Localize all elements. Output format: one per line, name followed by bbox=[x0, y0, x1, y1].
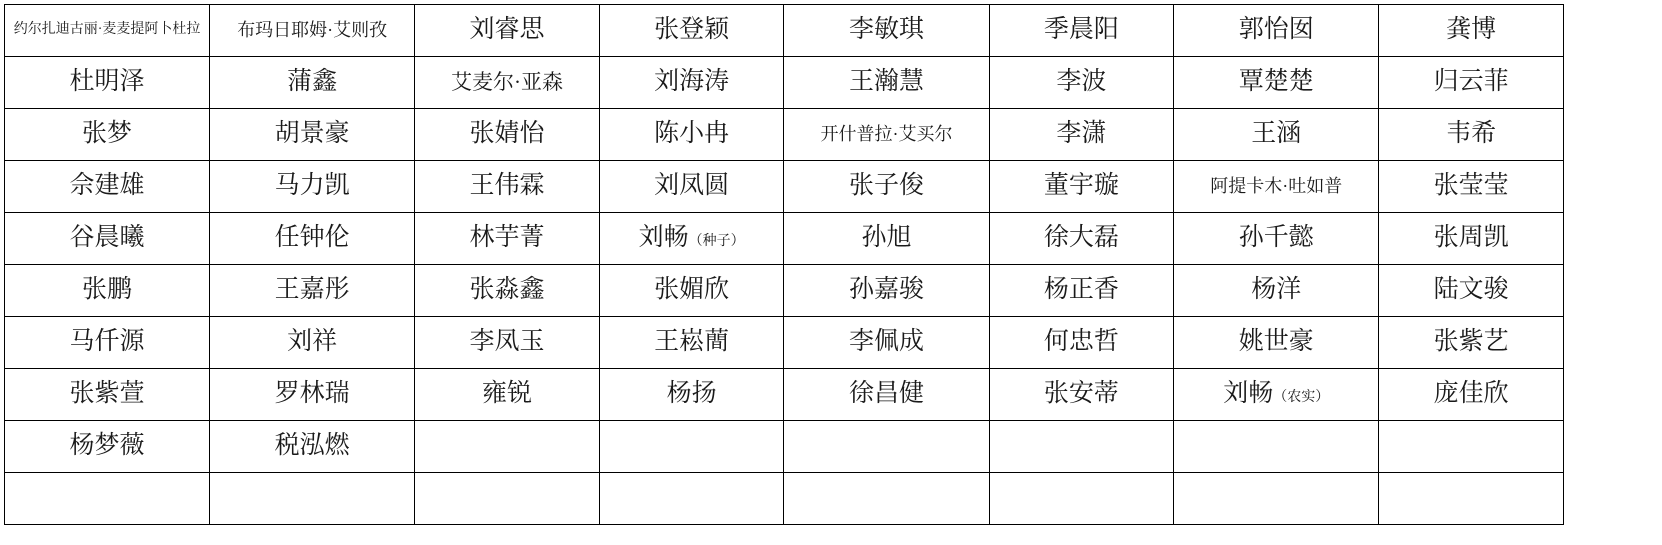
name-cell bbox=[599, 109, 784, 161]
table-row bbox=[5, 317, 1564, 369]
name-text: 阿提卡木·吐如普 bbox=[1210, 176, 1343, 197]
name-cell bbox=[1379, 161, 1564, 213]
name-cell bbox=[1379, 5, 1564, 57]
name-roster-table bbox=[4, 4, 1564, 525]
name-cell bbox=[5, 5, 210, 57]
name-text: 谷晨曦 bbox=[69, 224, 145, 252]
name-text: 杨梦薇 bbox=[69, 432, 145, 460]
name-text: 徐昌健 bbox=[849, 380, 925, 408]
name-text: 李潇 bbox=[1056, 120, 1107, 148]
name-text: 孙千懿 bbox=[1238, 224, 1314, 252]
name-cell bbox=[415, 57, 600, 109]
name-cell bbox=[989, 5, 1174, 57]
name-cell bbox=[5, 421, 210, 473]
name-cell bbox=[5, 57, 210, 109]
name-cell bbox=[5, 161, 210, 213]
name-cell bbox=[989, 213, 1174, 265]
name-cell bbox=[989, 161, 1174, 213]
name-text: 张紫艺 bbox=[1433, 328, 1509, 356]
name-cell bbox=[599, 5, 784, 57]
name-cell bbox=[5, 265, 210, 317]
name-cell bbox=[210, 317, 415, 369]
name-cell bbox=[1379, 213, 1564, 265]
name-cell bbox=[989, 265, 1174, 317]
name-cell bbox=[1174, 213, 1379, 265]
name-text: 王伟霖 bbox=[469, 172, 545, 200]
name-cell bbox=[210, 5, 415, 57]
name-text: 张梦 bbox=[82, 120, 133, 148]
name-cell bbox=[1379, 265, 1564, 317]
name-cell bbox=[5, 109, 210, 161]
name-text: 布玛日耶姆·艾则孜 bbox=[237, 20, 388, 41]
name-cell bbox=[415, 213, 600, 265]
name-text: 孙嘉骏 bbox=[849, 276, 925, 304]
name-text: 林芋菁 bbox=[469, 224, 545, 252]
name-cell bbox=[1174, 5, 1379, 57]
name-cell bbox=[1174, 57, 1379, 109]
name-text: 张安蒂 bbox=[1043, 380, 1119, 408]
name-cell bbox=[1174, 369, 1379, 421]
name-text: 徐大磊 bbox=[1043, 224, 1119, 252]
name-cell bbox=[1379, 317, 1564, 369]
name-text: 胡景豪 bbox=[274, 120, 350, 148]
name-text: 张紫萱 bbox=[69, 380, 145, 408]
table-row bbox=[5, 161, 1564, 213]
name-cell bbox=[415, 265, 600, 317]
name-text: 龚博 bbox=[1446, 16, 1497, 44]
empty-cell bbox=[5, 473, 210, 525]
name-cell bbox=[989, 109, 1174, 161]
name-text: 张莹莹 bbox=[1433, 172, 1509, 200]
name-text: 王涵 bbox=[1251, 120, 1302, 148]
name-cell bbox=[784, 369, 989, 421]
name-text: 刘海涛 bbox=[654, 68, 730, 96]
name-cell bbox=[210, 57, 415, 109]
name-cell bbox=[415, 109, 600, 161]
empty-cell bbox=[784, 421, 989, 473]
name-cell bbox=[1174, 265, 1379, 317]
name-cell bbox=[989, 57, 1174, 109]
name-cell bbox=[1174, 317, 1379, 369]
empty-cell bbox=[989, 421, 1174, 473]
empty-cell bbox=[210, 473, 415, 525]
name-text: 杨正香 bbox=[1043, 276, 1119, 304]
name-text: 王瀚慧 bbox=[849, 68, 925, 96]
name-text: 张淼鑫 bbox=[469, 276, 545, 304]
name-text: 董宇璇 bbox=[1043, 172, 1119, 200]
name-cell bbox=[415, 369, 600, 421]
empty-cell bbox=[415, 473, 600, 525]
name-cell bbox=[599, 369, 784, 421]
name-text: 任钟伦 bbox=[274, 224, 350, 252]
name-cell bbox=[784, 265, 989, 317]
name-text: 孙旭 bbox=[861, 224, 912, 252]
name-text: 罗林瑞 bbox=[274, 380, 350, 408]
name-text: 庞佳欣 bbox=[1433, 380, 1509, 408]
table-row bbox=[5, 213, 1564, 265]
table-row bbox=[5, 109, 1564, 161]
name-text: 雍锐 bbox=[482, 380, 533, 408]
name-text: 杨扬 bbox=[666, 380, 717, 408]
name-cell bbox=[210, 109, 415, 161]
name-text: 张登颖 bbox=[654, 16, 730, 44]
name-text: 马仟源 bbox=[69, 328, 145, 356]
empty-cell bbox=[1174, 421, 1379, 473]
name-text: 张婧怡 bbox=[469, 120, 545, 148]
name-cell bbox=[784, 161, 989, 213]
name-cell bbox=[599, 57, 784, 109]
name-text: 刘畅 bbox=[638, 224, 689, 252]
name-text: 张子俊 bbox=[849, 172, 925, 200]
name-text: 杜明泽 bbox=[69, 68, 145, 96]
name-text: 郭怡囡 bbox=[1238, 16, 1314, 44]
name-text: 李凤玉 bbox=[469, 328, 545, 356]
name-cell bbox=[1379, 109, 1564, 161]
name-cell bbox=[5, 213, 210, 265]
table-row bbox=[5, 473, 1564, 525]
name-cell bbox=[1379, 57, 1564, 109]
name-cell bbox=[784, 109, 989, 161]
name-text: 归云菲 bbox=[1433, 68, 1509, 96]
empty-cell bbox=[1174, 473, 1379, 525]
name-text: 韦希 bbox=[1446, 120, 1497, 148]
name-cell bbox=[415, 317, 600, 369]
name-text: 约尔扎迪古丽·麦麦提阿卜杜拉 bbox=[13, 22, 201, 38]
table-row bbox=[5, 57, 1564, 109]
name-text: 季晨阳 bbox=[1043, 16, 1119, 44]
name-text: 佘建雄 bbox=[69, 172, 145, 200]
name-cell bbox=[989, 369, 1174, 421]
name-suffix: （农实） bbox=[1273, 390, 1330, 406]
name-cell bbox=[784, 57, 989, 109]
name-text: 刘祥 bbox=[287, 328, 338, 356]
name-cell bbox=[989, 317, 1174, 369]
name-cell bbox=[210, 161, 415, 213]
table-row bbox=[5, 421, 1564, 473]
name-roster-body bbox=[5, 5, 1564, 525]
name-cell bbox=[210, 369, 415, 421]
empty-cell bbox=[1379, 473, 1564, 525]
name-text: 张周凯 bbox=[1433, 224, 1509, 252]
table-row bbox=[5, 369, 1564, 421]
empty-cell bbox=[415, 421, 600, 473]
name-text: 王嘉彤 bbox=[274, 276, 350, 304]
table-row bbox=[5, 265, 1564, 317]
name-text: 李波 bbox=[1056, 68, 1107, 96]
name-text: 刘睿思 bbox=[469, 16, 545, 44]
name-cell bbox=[210, 421, 415, 473]
name-text: 杨洋 bbox=[1251, 276, 1302, 304]
name-text: 姚世豪 bbox=[1238, 328, 1314, 356]
name-text: 张鹏 bbox=[82, 276, 133, 304]
name-cell bbox=[599, 161, 784, 213]
name-text: 李敏琪 bbox=[849, 16, 925, 44]
name-cell bbox=[415, 161, 600, 213]
name-cell bbox=[599, 213, 784, 265]
name-cell bbox=[1174, 161, 1379, 213]
name-text: 陈小冉 bbox=[654, 120, 730, 148]
name-text: 王崧蕳 bbox=[654, 328, 730, 356]
name-text: 何忠哲 bbox=[1043, 328, 1119, 356]
name-cell bbox=[1174, 109, 1379, 161]
name-cell bbox=[784, 213, 989, 265]
name-text: 税泓燃 bbox=[274, 432, 350, 460]
name-text: 张媚欣 bbox=[654, 276, 730, 304]
name-cell bbox=[784, 317, 989, 369]
name-text: 艾麦尔·亚森 bbox=[451, 70, 564, 95]
name-text: 覃楚楚 bbox=[1238, 68, 1314, 96]
name-text: 刘畅 bbox=[1223, 380, 1274, 408]
name-text: 刘凤圆 bbox=[654, 172, 730, 200]
empty-cell bbox=[599, 421, 784, 473]
name-suffix: （种子） bbox=[688, 234, 745, 250]
name-cell bbox=[210, 213, 415, 265]
name-cell bbox=[599, 265, 784, 317]
empty-cell bbox=[1379, 421, 1564, 473]
name-cell bbox=[5, 369, 210, 421]
table-row bbox=[5, 5, 1564, 57]
name-cell bbox=[784, 5, 989, 57]
empty-cell bbox=[784, 473, 989, 525]
name-text: 蒲鑫 bbox=[287, 68, 338, 96]
name-text: 开什普拉·艾买尔 bbox=[820, 124, 953, 145]
name-cell bbox=[5, 317, 210, 369]
name-text: 马力凯 bbox=[274, 172, 350, 200]
name-cell bbox=[415, 5, 600, 57]
name-cell bbox=[1379, 369, 1564, 421]
name-text: 李佩成 bbox=[849, 328, 925, 356]
empty-cell bbox=[599, 473, 784, 525]
empty-cell bbox=[989, 473, 1174, 525]
name-cell bbox=[599, 317, 784, 369]
name-cell bbox=[210, 265, 415, 317]
name-text: 陆文骏 bbox=[1433, 276, 1509, 304]
